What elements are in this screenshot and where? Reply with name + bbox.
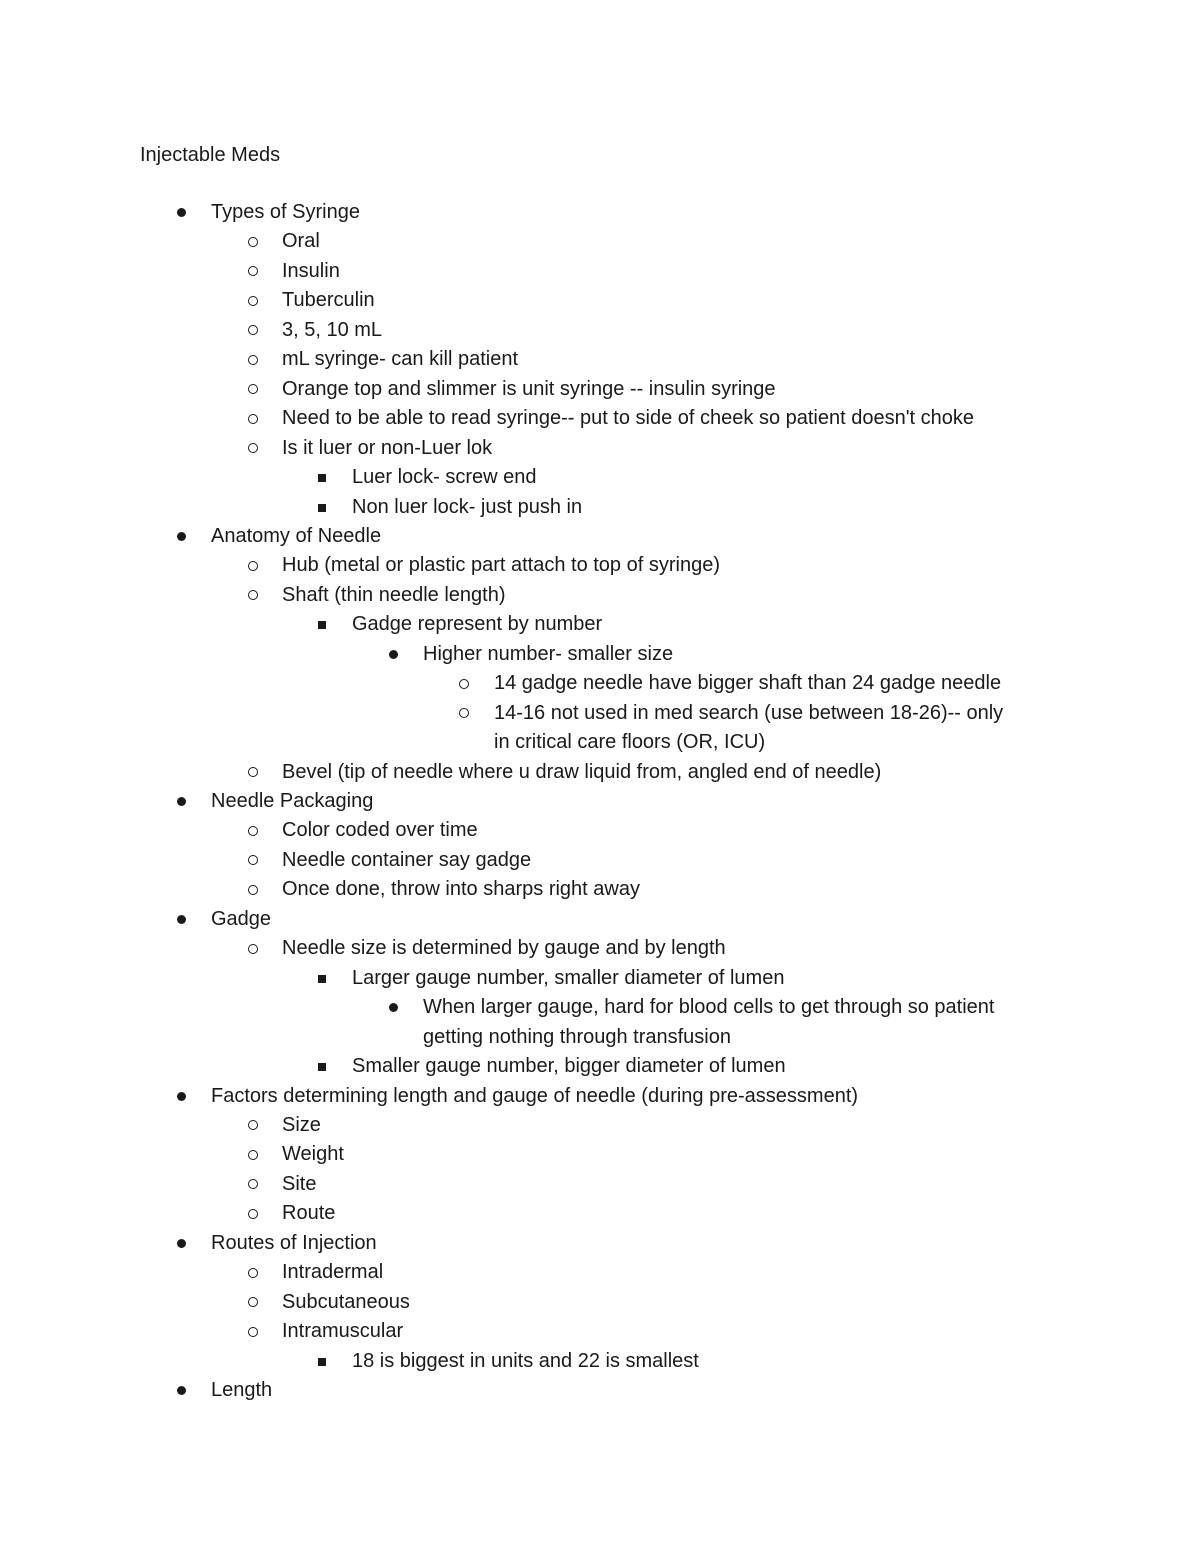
outline-item-text: Once done, throw into sharps right away — [282, 878, 640, 901]
outline-item — [0, 816, 1200, 846]
outline-item-text: Insulin — [282, 259, 340, 282]
bullet-disc-icon — [177, 1386, 186, 1395]
bullet-disc-icon — [177, 532, 186, 541]
outline-item-text: Shaft (thin needle length) — [282, 583, 506, 606]
outline-item — [0, 404, 1200, 434]
outline-item — [0, 728, 1200, 758]
bullet-circle-icon — [248, 767, 258, 777]
outline-item-text: Intradermal — [282, 1261, 384, 1284]
outline-item-text: Anatomy of Needle — [211, 524, 382, 547]
outline-item-text: 3, 5, 10 mL — [282, 318, 383, 341]
bullet-disc-icon — [389, 1003, 398, 1012]
bullet-circle-icon — [248, 885, 258, 895]
outline-item-text: Routes of Injection — [211, 1231, 377, 1254]
outline-item — [0, 610, 1200, 640]
outline-item — [0, 875, 1200, 905]
outline-item — [0, 551, 1200, 581]
bullet-circle-icon — [248, 296, 258, 306]
outline-item-text: Factors determining length and gauge of needle (during pre-assessment) — [211, 1084, 859, 1107]
bullet-circle-icon — [248, 1268, 258, 1278]
outline-item — [0, 699, 1200, 729]
outline-item — [0, 1082, 1200, 1112]
outline-item — [0, 934, 1200, 964]
outline-item-text: Hub (metal or plastic part attach to top of syringe) — [282, 554, 720, 577]
outline-item-text: Subcutaneous — [282, 1290, 410, 1313]
outline-item-text: Gadge represent by number — [352, 613, 603, 636]
bullet-circle-icon — [248, 237, 258, 247]
outline-item — [0, 1229, 1200, 1259]
outline-item — [0, 1288, 1200, 1318]
outline-item — [0, 905, 1200, 935]
outline-item-text: Gadge — [211, 907, 272, 930]
outline-item — [0, 1376, 1200, 1406]
outline-item — [0, 787, 1200, 817]
outline-item — [0, 257, 1200, 287]
bullet-circle-icon — [248, 384, 258, 394]
outline-item — [0, 1140, 1200, 1170]
bullet-disc-icon — [389, 650, 398, 659]
outline-item-text: Types of Syringe — [211, 201, 360, 223]
bullet-circle-icon — [248, 355, 258, 365]
outline-item — [0, 581, 1200, 611]
outline-item-text: Oral — [282, 230, 320, 253]
outline-item — [0, 846, 1200, 876]
bullet-circle-icon — [248, 1120, 258, 1130]
bullet-square-icon — [318, 474, 326, 482]
outline-item-text: Site — [282, 1172, 317, 1195]
outline-item-text: Luer lock- screw end — [352, 466, 537, 489]
outline-item-text: mL syringe- can kill patient — [282, 348, 519, 371]
outline-item — [0, 345, 1200, 375]
bullet-circle-icon — [248, 443, 258, 453]
bullet-circle-icon — [459, 708, 469, 718]
outline-item-text: When larger gauge, hard for blood cells to get through so patient — [423, 996, 995, 1019]
bullet-circle-icon — [248, 561, 258, 571]
bullet-circle-icon — [248, 1297, 258, 1307]
outline-item-text: Non luer lock- just push in — [352, 495, 583, 518]
outline-item-text: Route — [282, 1202, 336, 1225]
outline-item — [0, 964, 1200, 994]
page-title: Injectable Meds — [140, 144, 281, 166]
outline-item-text: Weight — [282, 1143, 344, 1166]
outline-item — [0, 286, 1200, 316]
outline-item — [0, 1347, 1200, 1377]
outline-item-text: in critical care floors (OR, ICU) — [494, 731, 766, 754]
outline-item — [0, 434, 1200, 464]
outline-item — [0, 227, 1200, 257]
outline-item — [0, 522, 1200, 552]
bullet-circle-icon — [248, 1209, 258, 1219]
outline-item-text: Needle Packaging — [211, 790, 374, 812]
outline-item — [0, 993, 1200, 1023]
outline-item — [0, 758, 1200, 788]
outline-item-text: 18 is biggest in units and 22 is smallest — [352, 1349, 699, 1372]
outline-item — [0, 1170, 1200, 1200]
outline-item-text: Need to be able to read syringe-- put to side of cheek so patient doesn't choke — [282, 407, 975, 430]
bullet-disc-icon — [177, 1239, 186, 1248]
outline-item-text: Bevel (tip of needle where u draw liquid from, angled end of needle) — [282, 760, 882, 783]
bullet-circle-icon — [459, 679, 469, 689]
outline-item — [0, 463, 1200, 493]
outline-item — [0, 1023, 1200, 1053]
bullet-square-icon — [318, 1063, 326, 1071]
bullet-circle-icon — [248, 590, 258, 600]
outline-item — [0, 640, 1200, 670]
bullet-square-icon — [318, 975, 326, 983]
bullet-square-icon — [318, 504, 326, 512]
bullet-circle-icon — [248, 855, 258, 865]
outline-item-text: Size — [282, 1113, 321, 1136]
outline-item — [0, 1111, 1200, 1141]
outline-item-text: getting nothing through transfusion — [423, 1025, 731, 1048]
bullet-disc-icon — [177, 915, 186, 924]
outline-item-text: Is it luer or non-Luer lok — [282, 436, 493, 459]
bullet-square-icon — [318, 621, 326, 629]
outline-item — [0, 375, 1200, 405]
outline-item-text: Smaller gauge number, bigger diameter of lumen — [352, 1055, 786, 1078]
bullet-circle-icon — [248, 1327, 258, 1337]
outline-item — [0, 493, 1200, 523]
bullet-square-icon — [318, 1358, 326, 1366]
outline-item-text: Needle size is determined by gauge and by length — [282, 937, 726, 960]
outline-item-text: 14-16 not used in med search (use between 18-26)-- only — [494, 701, 1004, 724]
outline-item-text: 14 gadge needle have bigger shaft than 24 gadge needle — [494, 672, 1002, 695]
bullet-disc-icon — [177, 208, 186, 217]
bullet-circle-icon — [248, 826, 258, 836]
bullet-circle-icon — [248, 944, 258, 954]
bullet-circle-icon — [248, 1150, 258, 1160]
bullet-circle-icon — [248, 325, 258, 335]
outline-item-text: Orange top and slimmer is unit syringe -- insulin syringe — [282, 377, 776, 400]
outline-item-text: Higher number- smaller size — [423, 642, 674, 665]
outline-item — [0, 669, 1200, 699]
bullet-circle-icon — [248, 266, 258, 276]
outline-item-text: Needle container say gadge — [282, 848, 532, 871]
bullet-disc-icon — [177, 1092, 186, 1101]
bullet-disc-icon — [177, 797, 186, 806]
outline-item — [0, 198, 1200, 228]
outline-item-text: Larger gauge number, smaller diameter of lumen — [352, 966, 785, 989]
bullet-circle-icon — [248, 414, 258, 424]
outline-item-text: Tuberculin — [282, 289, 375, 312]
bullet-circle-icon — [248, 1179, 258, 1189]
outline-item — [0, 1317, 1200, 1347]
outline-item-text: Intramuscular — [282, 1320, 404, 1343]
outline-item — [0, 316, 1200, 346]
outline-item-text: Color coded over time — [282, 819, 478, 842]
outline-item-text: Length — [211, 1379, 273, 1401]
outline-item — [0, 1199, 1200, 1229]
outline-item — [0, 1258, 1200, 1288]
outline-item — [0, 1052, 1200, 1082]
